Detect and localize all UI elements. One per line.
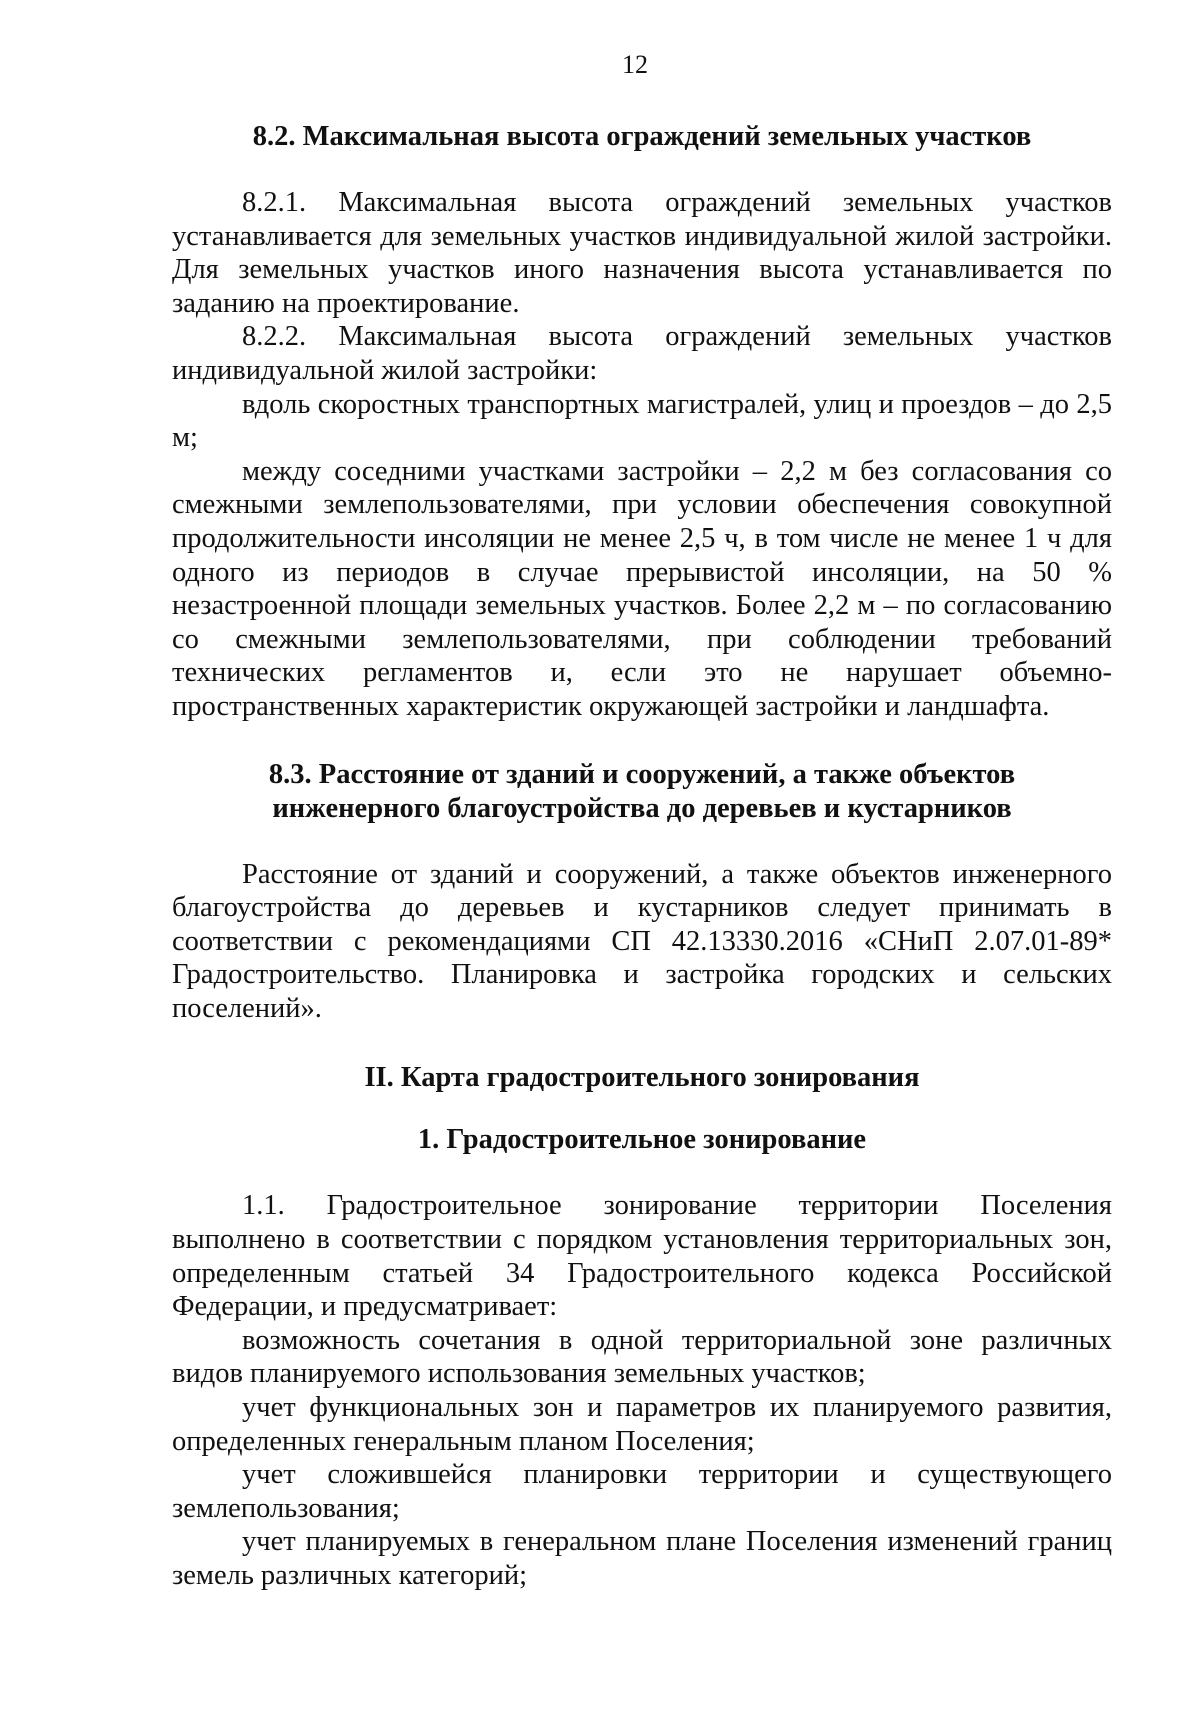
section-1-heading: 1. Градостроительное зонирование <box>417 1124 867 1156</box>
paragraph-1-1: 1.1. Градостроительное зонирование территории Поселения выполнено в соответствии с порядком установления территориальных зон, определенным статьей 34 Градостроительного кодекса Российской Федерации, и предусматривает: <box>172 1190 1112 1323</box>
page-number: 12 <box>622 50 648 79</box>
paragraph-functional-zones: учет функциональных зон и параметров их планируемого развития, определенных генеральным планом Поселения; <box>172 1392 1112 1457</box>
paragraph-8-2-2: 8.2.2. Максимальная высота ограждений земельных участков индивидуальной жилой застройки: <box>172 321 1112 386</box>
paragraph-8-3: Расстояние от зданий и сооружений, а также объектов инженерного благоустройства до деревьев и кустарников следует принимать в соответствии с рекомендациями СП 42.13330.2016 «СНиП 2.07.01-89* Градостроительство. Планировка и застройка городских и сельских поселений». <box>172 858 1112 1024</box>
paragraph-combination: возможность сочетания в одной территориальной зоне различных видов планируемого использования земельных участков; <box>172 1324 1112 1390</box>
section-8-3-heading-line2: инженерного благоустройства до деревьев и кустарников <box>272 792 1012 824</box>
paragraph-8-2-1: 8.2.1. Максимальная высота ограждений земельных участков устанавливается для земельных участков индивидуальной жилой застройки. Для земельных участков иного назначения высота устанавливается по заданию на проектирование. <box>172 187 1112 319</box>
document-body <box>172 120 1112 1593</box>
section-8-2-heading: 8.2. Максимальная высота ограждений земельных участков <box>252 121 1032 152</box>
paragraph-along-roads: вдоль скоростных транспортных магистралей, улиц и проездов – до 2,5 м; <box>172 388 1112 454</box>
paragraph-land-categories: учет планируемых в генеральном плане Поселения изменений границ земель различных категорий; <box>172 1526 1112 1591</box>
section-8-3-heading <box>172 758 1112 826</box>
part-2-heading: II. Карта градостроительного зонирования <box>364 1062 920 1094</box>
paragraph-existing-layout: учет сложившейся планировки территории и существующего землепользования; <box>172 1459 1112 1524</box>
section-8-3-heading-line1: 8.3. Расстояние от зданий и сооружений, а также объектов <box>268 758 1016 790</box>
paragraph-between-plots: между соседними участками застройки – 2,2 м без согласования со смежными землепользователями, при условии обеспечения совокупной продолжительности инсоляции не менее 2,5 ч, в том числе не менее 1 ч для одного из периодов в случае прерывистой инсоляции, на 50 % незастроенной площади земельных участков. Более 2,2 м – по согласованию со смежными землепользователями, при соблюдении требований технических регламентов и, если это не нарушает объемно-пространственных характеристик окружающей застройки и ландшафта. <box>172 455 1112 722</box>
